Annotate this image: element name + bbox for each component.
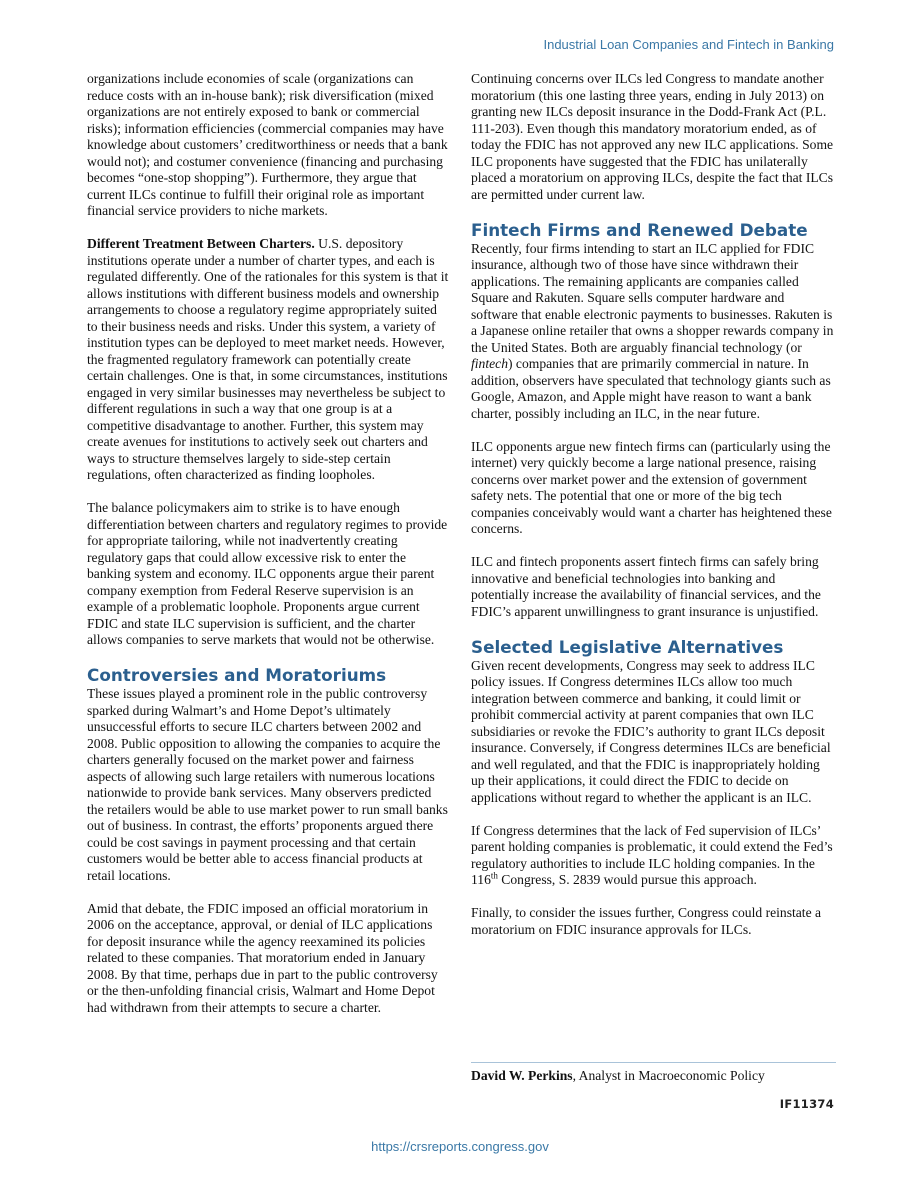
italic-term: fintech — [471, 356, 508, 371]
paragraph: The balance policymakers aim to strike is to have enough differentiation between charters and regulatory regimes to provide for appropriate tailoring, while not inadvertently creating regulatory gaps that could allow excessive risk to enter the banking system and economy. ILC opponents argue their parent company exemption from Federal Reserve supervision is an example of a problematic loophole. Proponents argue current FDIC and state ILC supervision is sufficient, and the charter allows companies to serve markets that would not be otherwise. — [87, 500, 448, 647]
author-name: David W. Perkins — [471, 1068, 573, 1083]
paragraph: If Congress determines that the lack of Fed supervision of ILCs’ parent holding companies is problematic, it could extend the Fed’s regulatory authorities to include ILC holding companies. In the 116th Congress, S. 2839 would pursue this approach. — [471, 822, 833, 887]
paragraph: ILC and fintech proponents assert fintech firms can safely bring innovative and beneficial technologies into banking and potentially increase the availability of financial services, and the FDIC’s apparent unwillingness to grant insurance is unjustified. — [471, 554, 821, 619]
footer-url-link[interactable]: https://crsreports.congress.gov — [371, 1139, 549, 1154]
superscript: th — [490, 870, 498, 881]
paragraph: Given recent developments, Congress may seek to address ILC policy issues. If Congress determines ILCs allow too much integration between commerce and banking, it could limit or prohibit commercial activity at parent companies that own ILC subsidiaries or revoke the FDIC’s authority to grant ILCs deposit insurance. Conversely, if Congress determines ILCs are beneficial and well regulated, and that the FDIC is inappropriately holding up their applications, it could direct the FDIC to decide on applications without regard to whether the applicant is an ILC. — [471, 657, 831, 805]
right-column — [471, 71, 834, 938]
author-title: , Analyst in Macroeconomic Policy — [572, 1068, 765, 1083]
section-heading-fintech: Fintech Firms and Renewed Debate — [471, 219, 808, 240]
author-line — [471, 1068, 765, 1085]
paragraph: Amid that debate, the FDIC imposed an official moratorium in 2006 on the acceptance, approval, or denial of ILC applications for deposit insurance while the agency reexamined its policies related to these companies. That moratorium ended in January 2008. By that time, perhaps due in part to the public controversy or the then-unfolding financial crisis, Walmart and Home Depot had withdrawn from their attempts to secure a charter. — [87, 900, 438, 1015]
running-header-title: Industrial Loan Companies and Fintech in Banking — [543, 37, 834, 52]
paragraph: Continuing concerns over ILCs led Congress to mandate another moratorium (this one lasting three years, ending in July 2013) on granting new ILCs deposit insurance in the Dodd-Frank Act (P.L. 111-203). Even though this mandatory moratorium ended, as of today the FDIC has not approved any new ILC applications. Some ILC proponents have suggested that the FDIC has unilaterally placed a moratorium on approving ILCs, despite the fact that ILCs are permitted under current law. — [471, 71, 834, 202]
author-divider — [471, 1062, 836, 1063]
document-id: IF11374 — [779, 1097, 834, 1111]
paragraph: These issues played a prominent role in the public controversy sparked during Walmart’s and Home Depot’s ultimately unsuccessful efforts to secure ILC charters between 2002 and 2008. Public opposition to allowing the companies to acquire the charters generally focused on the market power and fairness aspects of allowing such large retailers with numerous locations nationwide to provide bank services. Many observers predicted the retailers would be able to use market power to run small banks out of business. In contrast, the efforts’ proponents argued there could be cost savings in payment processing and that certain customers would be better able to access financial products at retail locations. — [87, 686, 448, 883]
left-column — [87, 71, 450, 1016]
paragraph: Different Treatment Between Charters. U.S. depository institutions operate under a number of charter types, and each is regulated differently. One of the rationales for this system is that it allows institutions with different business models and ownership arrangements to choose a regulatory regime appropriately suited to their business needs and risks. Under this system, a variety of institution types can be deployed to meet market needs. However, the fragmented regulatory framework can potentially create certain challenges. One is that, in some circumstances, institutions engaged in very similar businesses may nevertheless be subject to different regulations in such a way that one group is at a competitive disadvantage to another. Further, this system may create avenues for institutions to actively seek out charters and ways to structure themselves largely to side-step certain regulations, often characterized as finding loopholes. — [87, 236, 449, 482]
paragraph: organizations include economies of scale (organizations can reduce costs with an in-house bank); risk diversification (mixed organizations are not entirely exposed to bank or commercial risks); information efficiencies (commercial companies may have knowledge about customers’ creditworthiness or needs that a bank would not); and costumer convenience (financing and purchasing becomes “one-stop shopping”). Furthermore, they argue that current ILCs continue to fulfill their original role as important financial service providers to niche markets. — [87, 71, 448, 218]
section-heading-legislative: Selected Legislative Alternatives — [471, 636, 784, 657]
paragraph: Recently, four firms intending to start an ILC applied for FDIC insurance, although two of those have since withdrawn their applications. The remaining applicants are companies called Square and Rakuten. Square sells computer hardware and software that enable electronic payments to businesses. Rakuten is a Japanese online retailer that owns a shopper rewards company in the United States. Both are arguably financial technology (or fintech) companies that are primarily commercial in nature. In addition, observers have speculated that technology giants such as Google, Amazon, and Apple might have reason to want a bank charter, possibly including an ILC, in the near future. — [471, 240, 834, 421]
paragraph: ILC opponents argue new fintech firms can (particularly using the internet) very quickly become a large national presence, raising concerns over market power and the extension of government safety nets. The potential that one or more of the big tech companies conceivably would want a charter has heightened these concerns. — [471, 438, 832, 536]
paragraph-lead-in: Different Treatment Between Charters. — [87, 236, 315, 251]
section-heading-controversies: Controversies and Moratoriums — [87, 665, 387, 685]
paragraph: Finally, to consider the issues further, Congress could reinstate a moratorium on FDIC insurance approvals for ILCs. — [471, 905, 822, 937]
